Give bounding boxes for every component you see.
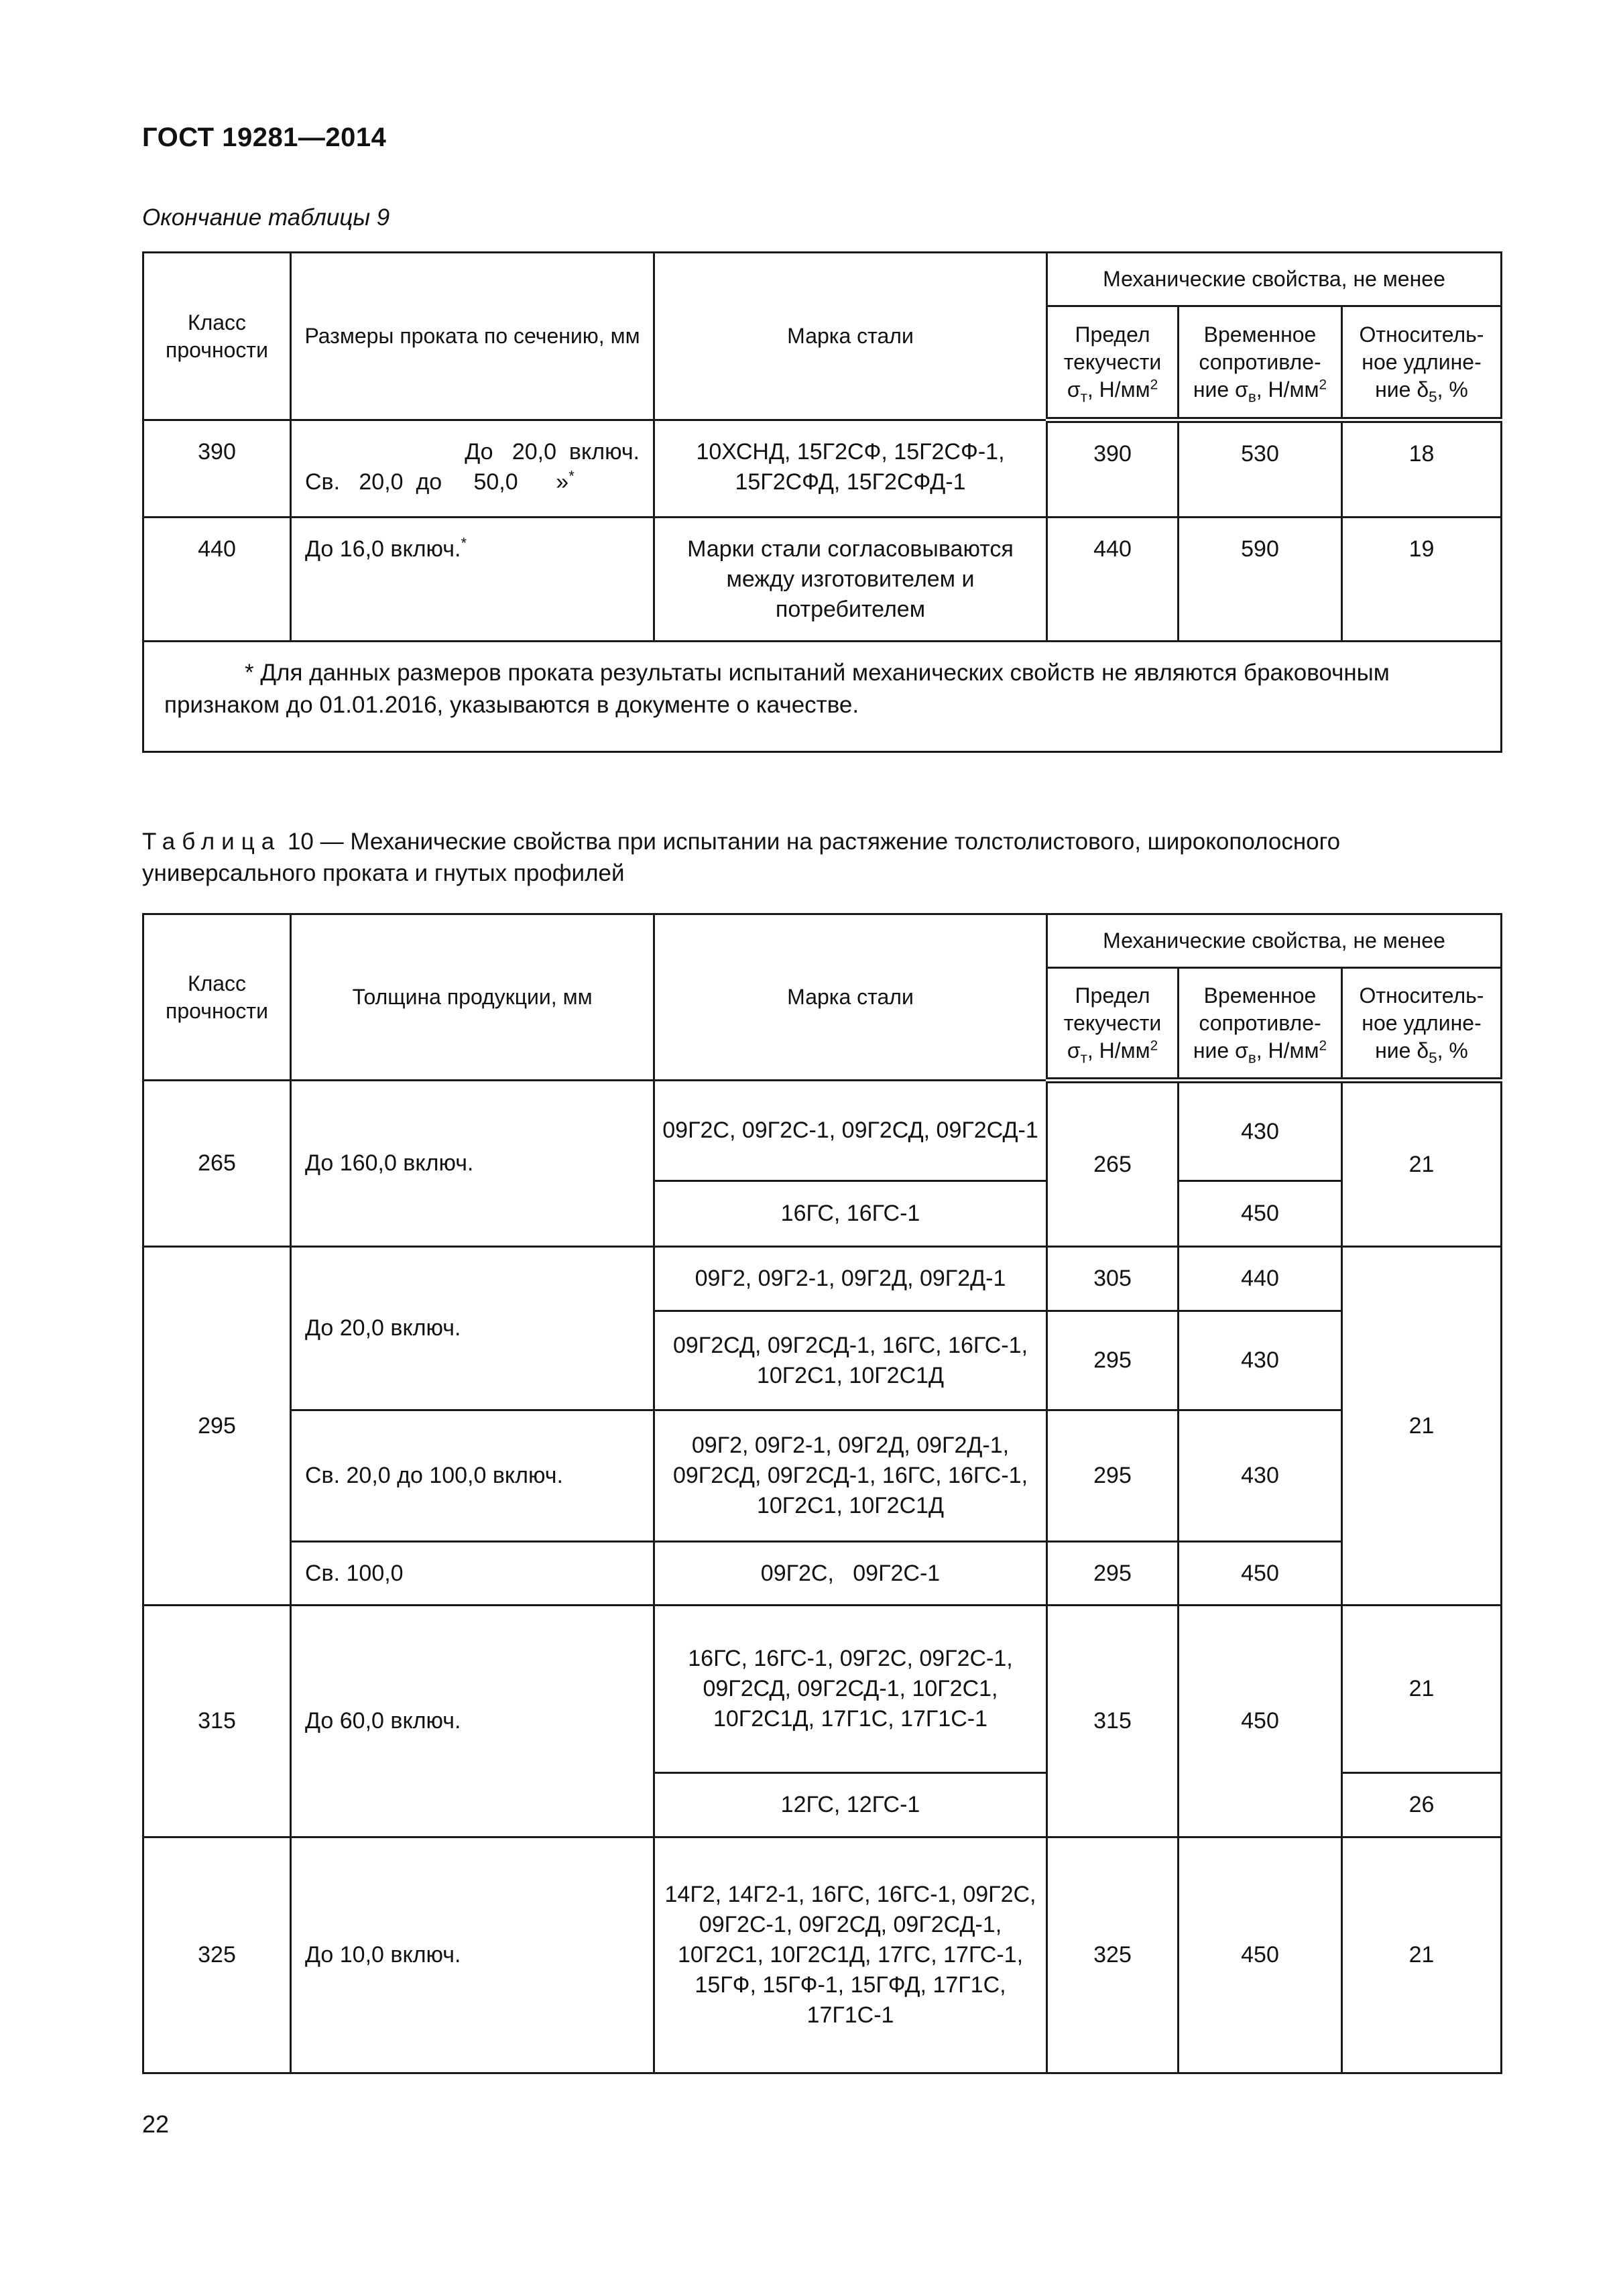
t10-r325-grade: 14Г2, 14Г2-1, 16ГС, 16ГС-1, 09Г2С, 09Г2С-1, 09Г2СД, 09Г2СД-1, 10Г2С1, 10Г2С1Д, 17ГС, 17ГС-1, 15ГФ, 15ГФ-1, 15ГФД, 17Г1С, 17Г1С-1	[654, 1837, 1047, 2073]
t9-r440-grade: Марки стали согласовываются между изготовителем и потребителем	[654, 518, 1047, 642]
t10-r265-tensile-2: 450	[1179, 1181, 1342, 1247]
t10-r295-grade-3: 09Г2, 09Г2-1, 09Г2Д, 09Г2Д-1, 09Г2СД, 09Г2СД-1, 16ГС, 16ГС-1, 10Г2С1, 10Г2С1Д	[654, 1410, 1047, 1542]
t10-r295-yield-3: 295	[1047, 1410, 1179, 1542]
t9-r390-class: 390	[143, 420, 291, 518]
t10-header-elong: Относитель- ное удлине- ние $\delta_5$, %	[1342, 968, 1502, 1081]
t10-r265-thickness: До 160,0 включ.	[291, 1081, 654, 1247]
t9-header-dims: Размеры проката по сечению, мм	[291, 253, 654, 420]
t9-header-grade: Марка стали	[654, 253, 1047, 420]
t10-r315-class: 315	[143, 1606, 291, 1837]
page-number: 22	[142, 2110, 170, 2138]
t10-r295-grade-1: 09Г2, 09Г2-1, 09Г2Д, 09Г2Д-1	[654, 1247, 1047, 1311]
t10-r295-thickness-1: До 20,0 включ.	[291, 1247, 654, 1410]
t10-r295-yield-2: 295	[1047, 1311, 1179, 1410]
table-row	[143, 1606, 1502, 1773]
t9-r440-class: 440	[143, 518, 291, 642]
table9	[142, 251, 1502, 753]
t10-r295-tensile-2: 430	[1179, 1311, 1342, 1410]
t9-r440-tensile: 590	[1179, 518, 1342, 642]
t10-r265-tensile-1: 430	[1179, 1081, 1342, 1181]
table-row	[143, 1081, 1502, 1181]
t10-r325-thickness: До 10,0 включ.	[291, 1837, 654, 2073]
t10-r295-class: 295	[143, 1247, 291, 1606]
t10-r325-elong: 21	[1342, 1837, 1502, 2073]
table9-caption: Окончание таблицы 9	[142, 204, 390, 231]
t10-r295-tensile-4: 450	[1179, 1542, 1342, 1606]
t9-header-elong: Относитель- ное удлине- ние $\delta_5$, %	[1342, 306, 1502, 420]
t10-r265-grade-2: 16ГС, 16ГС-1	[654, 1181, 1047, 1247]
t10-header-class: Класс прочности	[143, 914, 291, 1081]
t10-r265-grade-1: 09Г2С, 09Г2С-1, 09Г2СД, 09Г2СД-1	[654, 1081, 1047, 1181]
t9-r440-yield: 440	[1047, 518, 1179, 642]
t9-r440-elong: 19	[1342, 518, 1502, 642]
t9-header-tensile: Временное сопротивле- ние $\sigma_в$, $Н/мм^2$	[1179, 306, 1342, 420]
t10-r295-thickness-3: Св. 20,0 до 100,0 включ.	[291, 1410, 654, 1542]
t9-r390-tensile: 530	[1179, 420, 1342, 518]
t10-r315-thickness: До 60,0 включ.	[291, 1606, 654, 1837]
t10-header-mech: Механические свойства, не менее	[1047, 914, 1502, 968]
table-row	[143, 420, 1502, 518]
t10-r295-grade-2: 09Г2СД, 09Г2СД-1, 16ГС, 16ГС-1, 10Г2С1, 10Г2С1Д	[654, 1311, 1047, 1410]
t10-r295-tensile-1: 440	[1179, 1247, 1342, 1311]
document-header: ГОСТ 19281—2014	[142, 123, 387, 152]
t10-r295-grade-4: 09Г2С, 09Г2С-1	[654, 1542, 1047, 1606]
t10-r295-elong: 21	[1342, 1247, 1502, 1606]
t10-r265-class: 265	[143, 1081, 291, 1247]
t9-header-class: Класс прочности	[143, 253, 291, 420]
t10-r295-thickness-4: Св. 100,0	[291, 1542, 654, 1606]
table10-caption: Таблица 10 — Механические свойства при испытании на растяжение толстолистового, широкополосного универсального проката и гнутых профилей	[142, 829, 1341, 886]
table-row	[143, 1247, 1502, 1311]
t10-header-yield: Предел текучести $\sigma_т$, $Н/мм^2$	[1047, 968, 1179, 1081]
table-row	[143, 1542, 1502, 1606]
t10-r315-grade-1: 16ГС, 16ГС-1, 09Г2С, 09Г2С-1, 09Г2СД, 09Г2СД-1, 10Г2С1, 10Г2С1Д, 17Г1С, 17Г1С-1	[654, 1606, 1047, 1773]
t9-r440-dims: До 16,0 включ.*	[291, 518, 654, 642]
t10-r295-yield-4: 295	[1047, 1542, 1179, 1606]
t9-r390-elong: 18	[1342, 420, 1502, 518]
t9-header-mech: Механические свойства, не менее	[1047, 253, 1502, 306]
table-row	[143, 1410, 1502, 1542]
t10-r315-tensile: 450	[1179, 1606, 1342, 1837]
table-row	[143, 1837, 1502, 2073]
t10-r315-elong-2: 26	[1342, 1773, 1502, 1837]
t10-r325-class: 325	[143, 1837, 291, 2073]
table10	[142, 913, 1502, 2074]
t10-r295-tensile-3: 430	[1179, 1410, 1342, 1542]
t10-r295-yield-1: 305	[1047, 1247, 1179, 1311]
t10-r265-yield: 265	[1047, 1081, 1179, 1247]
t9-r390-grade: 10ХСНД, 15Г2СФ, 15Г2СФ-1, 15Г2СФД, 15Г2СФД-1	[654, 420, 1047, 518]
table-row	[143, 518, 1502, 642]
t10-r325-yield: 325	[1047, 1837, 1179, 2073]
t10-r265-elong: 21	[1342, 1081, 1502, 1247]
t10-header-grade: Марка стали	[654, 914, 1047, 1081]
t10-r315-elong-1: 21	[1342, 1606, 1502, 1773]
t9-header-yield: Предел текучести $\sigma_т$, $Н/мм^2$	[1047, 306, 1179, 420]
t10-header-tensile: Временное сопротивле- ние $\sigma_в$, $Н/мм^2$	[1179, 968, 1342, 1081]
t9-footnote: * Для данных размеров проката результаты испытаний механических свойств не являются браковочным признаком до 01.01.2016, указываются в документе о качестве.	[143, 642, 1502, 752]
t10-r325-tensile: 450	[1179, 1837, 1342, 2073]
t10-header-thickness: Толщина продукции, мм	[291, 914, 654, 1081]
t9-r390-yield: 390	[1047, 420, 1179, 518]
t10-r315-yield: 315	[1047, 1606, 1179, 1837]
t10-r315-grade-2: 12ГС, 12ГС-1	[654, 1773, 1047, 1837]
t9-r390-dims: До 20,0 включ. Св. 20,0 до 50,0 »*	[291, 420, 654, 518]
